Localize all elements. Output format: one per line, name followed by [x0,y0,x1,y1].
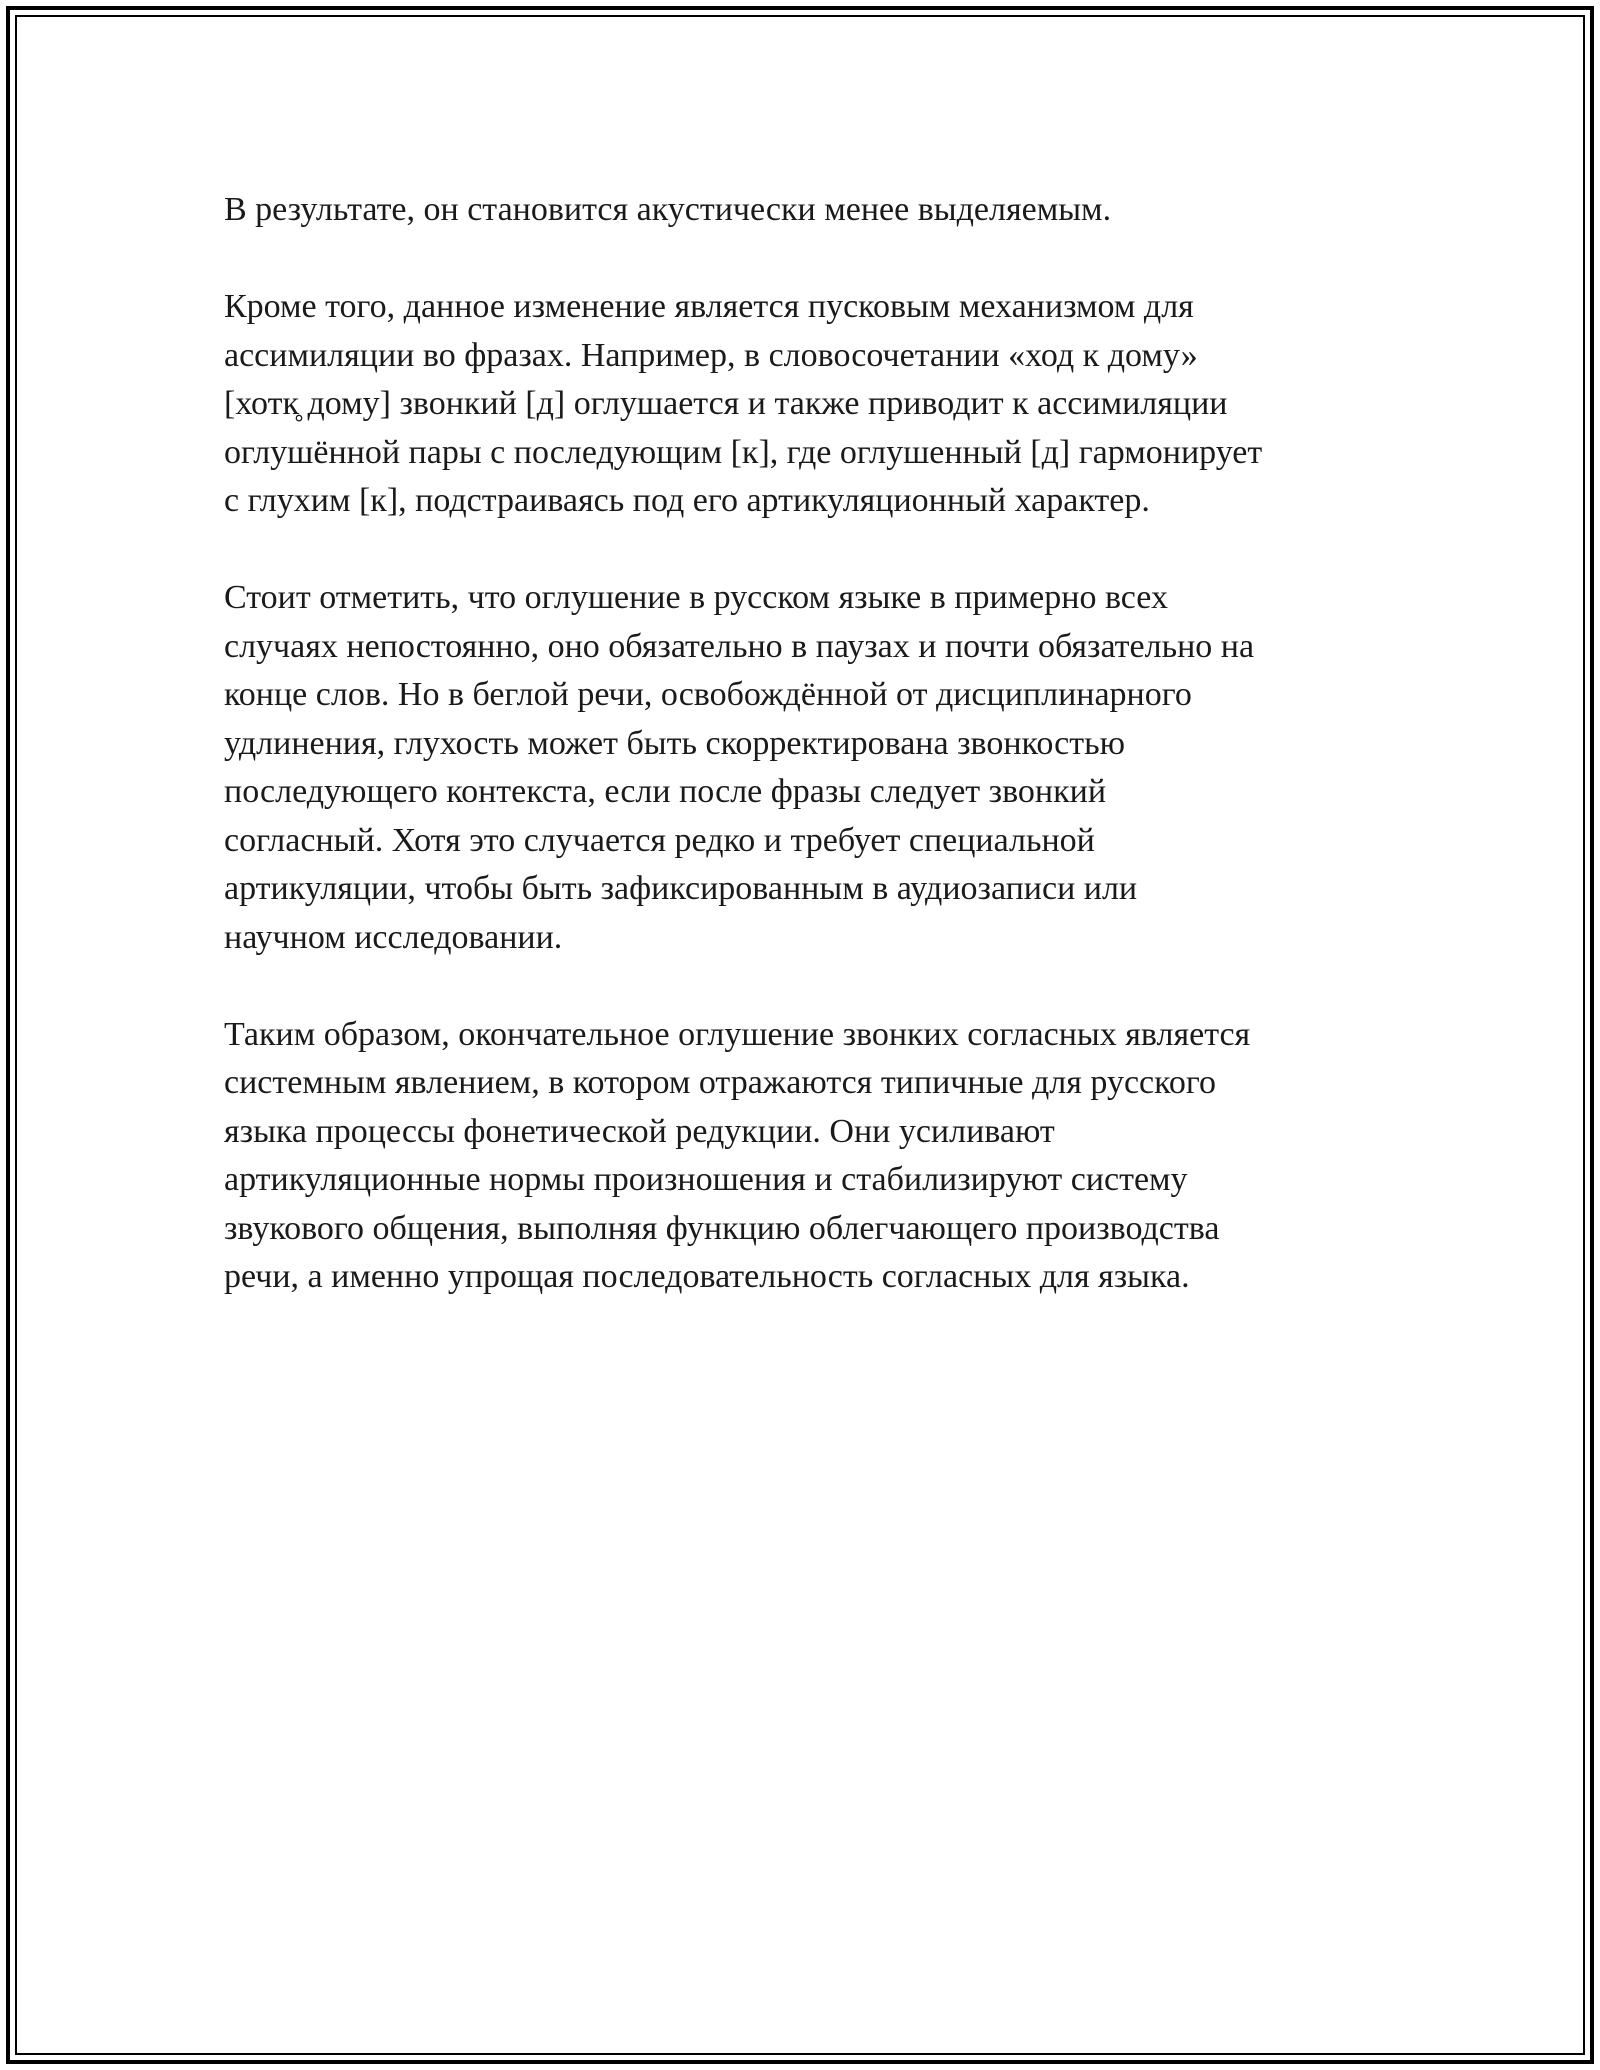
text-line: конце слов. Но в беглой речи, освобождённой от дисциплинарного [224,676,1192,713]
text-line: научном исследовании. [224,918,563,956]
text-line: речи, а именно упрощая последовательность согласных для языка. [224,1258,1190,1295]
text-line: звукового общения, выполняя функцию облегчающего производства [224,1209,1220,1247]
paragraph-3 [224,574,1384,962]
text-line: системным явлением, в котором отражаются типичные для русского [224,1064,1217,1101]
text-line: случаях непостоянно, оно обязательно в паузах и почти обязательно на [224,627,1255,665]
text-line: [хотк̥ дому] звонкий [д] оглушается и также приводит к ассимиляции [224,385,1228,422]
text-line: последующего контекста, если после фразы следует звонкий [224,773,1107,810]
text-line: Таким образом, окончательное оглушение звонких согласных является [224,1015,1251,1053]
text-line: согласный. Хотя это случается редко и требует специальной [224,821,1095,859]
text-line: Стоит отметить, что оглушение в русском языке в примерно всех [224,579,1168,616]
text-line: ассимиляции во фразах. Например, в словосочетании «ход к дому» [224,336,1198,374]
text-line: артикуляционные нормы произношения и стабилизируют систему [224,1161,1188,1198]
text-line: языка процессы фонетической редукции. Они усиливают [224,1112,1055,1150]
text-line: артикуляции, чтобы быть зафиксированным в аудиозаписи или [224,870,1138,907]
paragraph-4 [224,1011,1384,1302]
paragraph-2 [224,283,1384,526]
document-body [224,186,1384,1350]
text-line: Кроме того, данное изменение является пусковым механизмом для [224,288,1194,325]
text-line: В результате, он становится акустически менее выделяемым. [224,191,1112,228]
text-line: удлинения, глухость может быть скорректирована звонкостью [224,724,1126,762]
paragraph-1 [224,186,1384,235]
text-line: оглушённой пары с последующим [к], где оглушенный [д] гармонирует [224,433,1263,471]
text-line: с глухим [к], подстраиваясь под его артикуляционный характер. [224,482,1150,519]
